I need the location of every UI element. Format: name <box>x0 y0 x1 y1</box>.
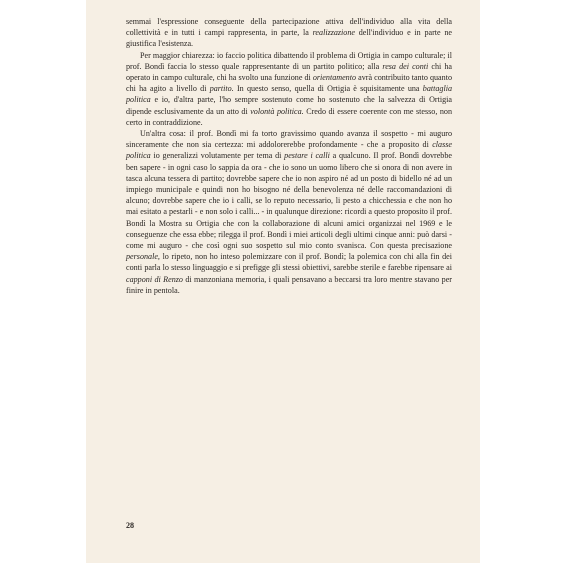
italic-run: realizzazione <box>312 28 355 38</box>
paragraph-1 <box>126 16 452 50</box>
paragraph-3 <box>126 128 452 296</box>
text-run: di manzoniana memoria, i quali pensavano a beccarsi tra loro mentre stavano per finire in pentola. <box>126 274 452 295</box>
italic-run: personale, <box>126 252 160 262</box>
text-run: e io, d'altra parte, l'ho sempre sostenuto come ho sostenuto che la salvezza di Ortigia dipende esclusivamente da un atto di <box>126 95 452 116</box>
text-run: In questo senso, quella di Ortigia è squisitamente una <box>233 84 423 94</box>
text-run: a qualcuno. Il prof. Bondì dovrebbe ben sapere - in ogni caso lo sappia da ora - che io sono un uomo libero che si onora di non avere in tasca alcuna tessera di partito; dovrebbe sapere che io non aspiro né ad un posto di bidello né ad un impiego municipale e quindi non ho bisogno né della benevolenza né delle raccomandazioni di alcuno; dovrebbe sapere che io i calli, se lo reputo necessario, li pesto a chicchessia e che non ho mai esitato a pestarli - e non solo i calli... - in qualunque direzione: ricordi a questo proposito il prof. Bondì la Mostra su Ortigia che con la collaborazione di alcuni amici organizzai nel 1969 e le conseguenze che essa ebbe; rilegga il prof. Bondì i miei articoli degli ultimi cinque anni: può darsi - come mi auguro - che così ogni suo sospetto sul mio conto svanisca. Con questa precisazione <box>126 151 452 251</box>
text-run: chi ha operato in campo culturale, chi ha svolto una funzione di <box>126 61 452 83</box>
italic-run: orientamento <box>312 73 357 83</box>
italic-run: pestare i calli <box>284 151 330 161</box>
body-text <box>126 16 452 296</box>
italic-run: battaglia politica <box>126 84 452 105</box>
italic-run: classe politica <box>126 140 452 161</box>
italic-run: capponi di Renzo <box>126 274 183 284</box>
page-number: 28 <box>126 521 135 530</box>
text-run: dell'individuo e in parte ne giustifica l'esistenza. <box>126 28 452 49</box>
italic-run: volontà politica. <box>250 106 304 116</box>
book-page <box>86 0 480 563</box>
italic-run: partito. <box>209 84 234 94</box>
text-run: io generalizzi volutamente per tema di <box>150 151 285 161</box>
text-run: Per maggior chiarezza: io faccio politica dibattendo il problema di Ortigia in campo culturale; il prof. Bondì faccia lo stesso quale rappresentante di un partito politico; alla <box>126 50 452 71</box>
text-run: avrà contribuito tanto quanto chi ha agito a livello di <box>126 73 452 94</box>
text-run: Un'altra cosa: il prof. Bondì mi fa torto gravissimo quando avanza il sospetto - mi auguro sinceramente che non sia certezza: mi addolorerebbe profondamente - che a proposito di <box>126 129 452 150</box>
text-run: Credo di essere coerente con me stesso, non certo in contraddizione. <box>126 106 452 127</box>
italic-run: resa dei conti <box>382 61 429 71</box>
paragraph-2 <box>126 50 452 128</box>
text-run: lo ripeto, non ho inteso polemizzare con il prof. Bondì; la polemica con chi alla fin dei conti parla lo stesso linguaggio e si prefigge gli stessi obiettivi, sarebbe sterile e farebbe ripensare ai <box>126 252 452 273</box>
text-run: semmai l'espressione conseguente della partecipazione attiva dell'individuo alla vita della collettività e in tutti i campi rappresenta, in parte, la <box>126 17 452 38</box>
